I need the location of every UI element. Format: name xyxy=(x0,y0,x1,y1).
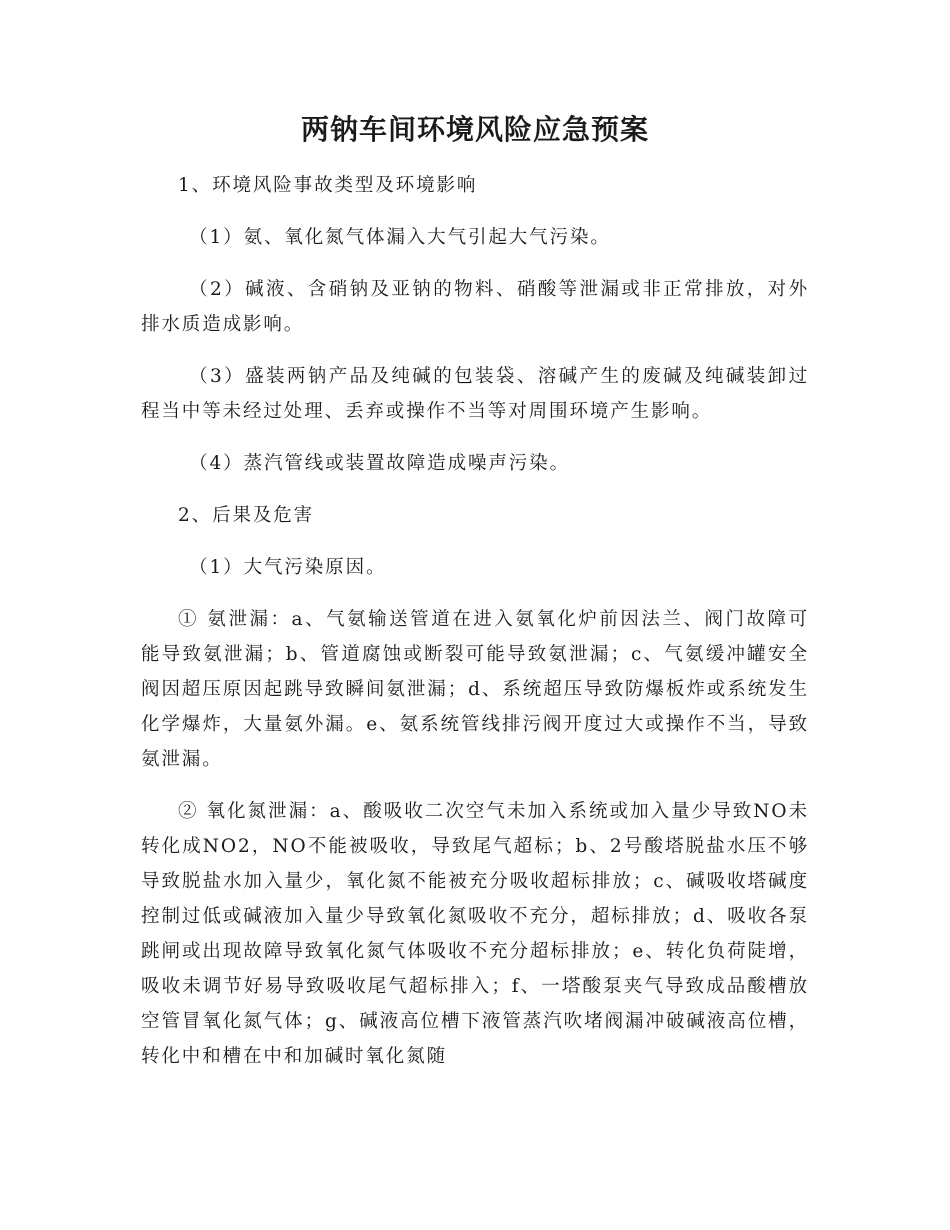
document-title: 两钠车间环境风险应急预案 xyxy=(300,113,649,146)
paragraph-section-1-heading: 1、环境风险事故类型及环境影响 xyxy=(178,175,478,196)
paragraph-air-pollution-causes: （1）大气污染原因。 xyxy=(189,557,387,578)
paragraph-ammonia-leak: ① 氨泄漏：a、气氨输送管道在进入氨氧化炉前因法兰、阀门故障可能导致氨泄漏；b、管道腐蚀或断裂可能导致氨泄漏；c、气氨缓冲罐安全阀因超压原因起跳导致瞬间氨泄漏；d、系统超压导致防爆板炸或系统发生化学爆炸，大量氨外漏。e、氨系统管线排污阀开度过大或操作不当，导致氨泄漏。 xyxy=(141,609,809,770)
paragraph-item-3: （3）盛装两钠产品及纯碱的包装袋、溶碱产生的废碱及纯碱装卸过程当中等未经过处理、丢弃或操作不当等对周围环境产生影响。 xyxy=(141,366,809,422)
paragraph-item-2: （2）碱液、含硝钠及亚钠的物料、硝酸等泄漏或非正常排放，对外排水质造成影响。 xyxy=(141,279,809,335)
paragraph-item-1: （1）氨、氧化氮气体漏入大气引起大气污染。 xyxy=(189,227,611,248)
paragraph-nitrogen-oxide-leak: ② 氧化氮泄漏：a、酸吸收二次空气未加入系统或加入量少导致NO未转化成NO2，NO不能被吸收，导致尾气超标；b、2号酸塔脱盐水压不够导致脱盐水加入量少，氧化氮不能被充分吸收超标排放；c、碱吸收塔碱度控制过低或碱液加入量少导致氧化氮吸收不充分，超标排放；d、吸收各泵跳闸或出现故障导致氧化氮气体吸收不充分超标排放；e、转化负荷陡增，吸收未调节好易导致吸收尾气超标排入；f、一塔酸泵夹气导致成品酸槽放空管冒氧化氮气体；g、碱液高位槽下液管蒸汽吹堵阀漏冲破碱液高位槽，转化中和槽在中和加碱时氧化氮随 xyxy=(141,801,809,1067)
paragraph-section-2-heading: 2、后果及危害 xyxy=(178,505,315,526)
paragraph-item-4: （4）蒸汽管线或装置故障造成噪声污染。 xyxy=(189,453,570,474)
document-body xyxy=(141,168,809,1091)
